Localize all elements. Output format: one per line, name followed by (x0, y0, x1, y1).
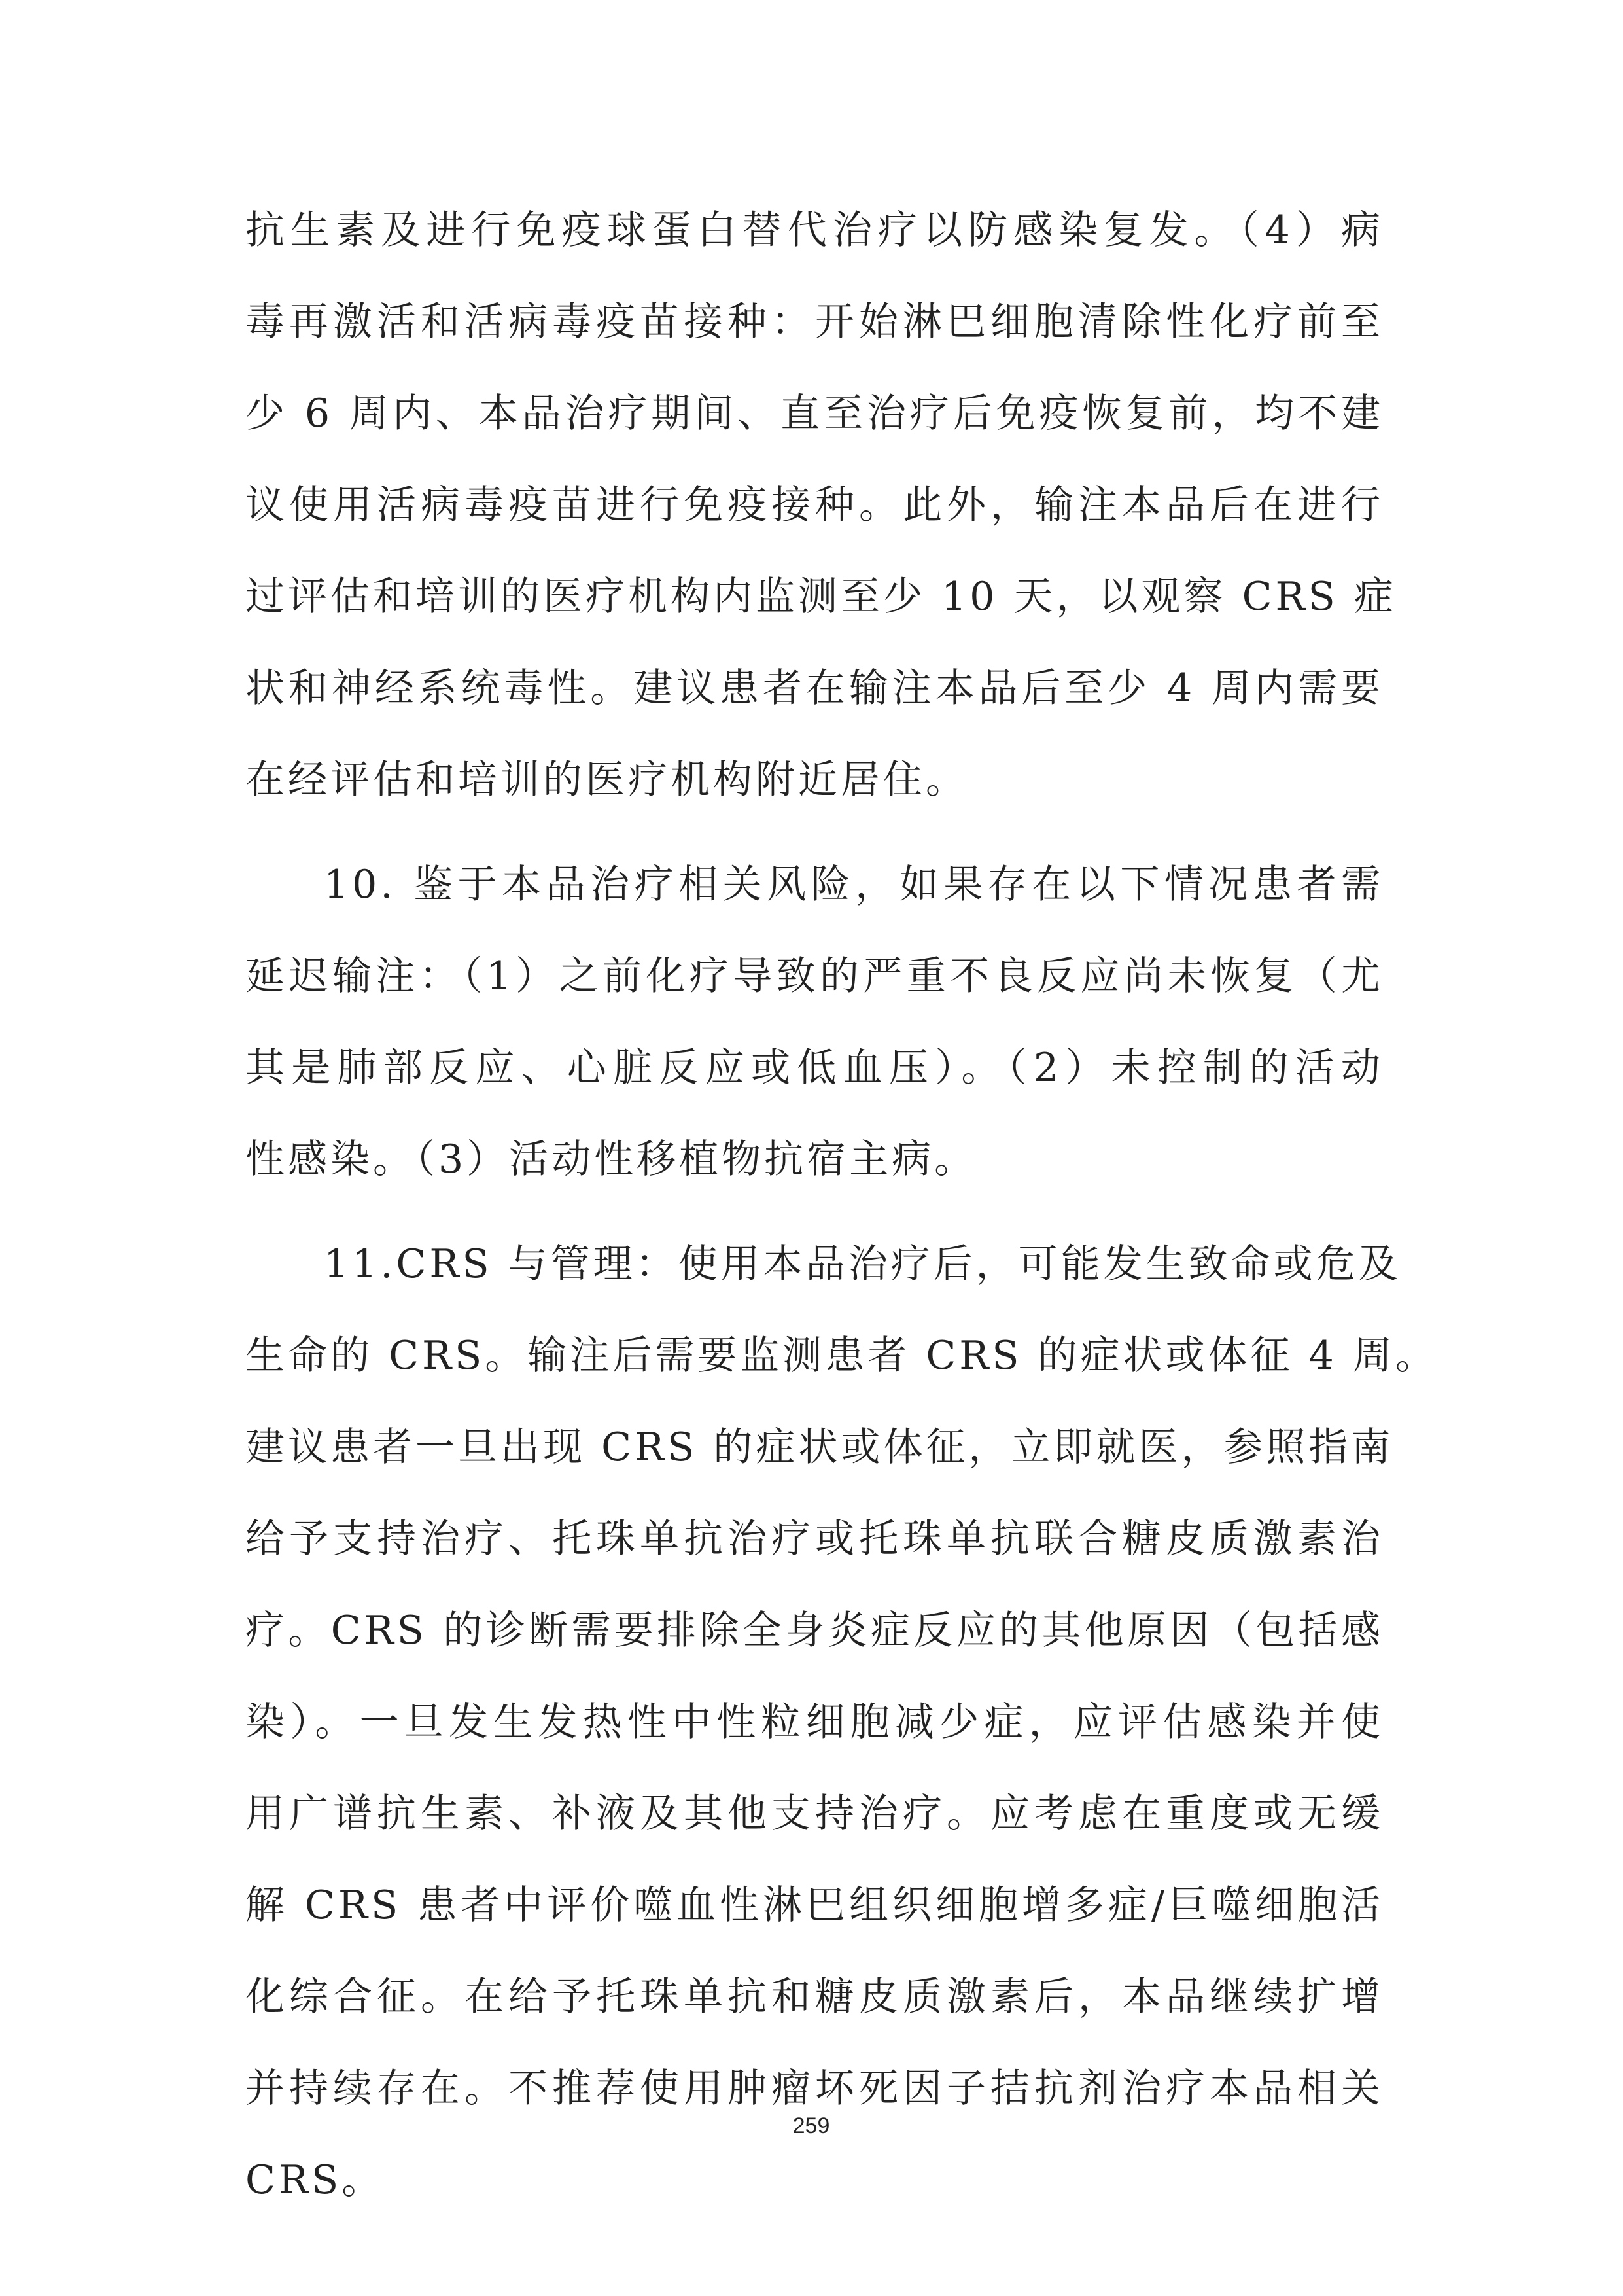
text-line: CRS。 (245, 2157, 385, 2203)
text-line: 抗生素及进行免疫球蛋白替代治疗以防感染复发。（4）病 (245, 207, 1384, 253)
text-line: 并持续存在。不推荐使用肿瘤坏死因子拮抗剂治疗本品相关 (245, 2066, 1384, 2111)
text-line: 疗。CRS 的诊断需要排除全身炎症反应的其他原因（包括感 (245, 1608, 1384, 1653)
paragraph-10-first-line: 10. 鉴于本品治疗相关风险，如果存在以下情况患者需 (324, 862, 1384, 908)
text-line: 其是肺部反应、心脏反应或低血压）。（2）未控制的活动 (245, 1045, 1384, 1091)
text-line: 状和神经系统毒性。建议患者在输注本品后至少 4 周内需要 (245, 665, 1384, 711)
text-line: 解 CRS 患者中评价噬血性淋巴组织细胞增多症/巨噬细胞活 (245, 1882, 1384, 1928)
text-line: 少 6 周内、本品治疗期间、直至治疗后免疫恢复前，均不建 (245, 391, 1384, 436)
text-line: 性感染。（3）活动性移植物抗宿主病。 (245, 1137, 977, 1182)
paragraph-11-first-line: 11.CRS 与管理：使用本品治疗后，可能发生致命或危及 (324, 1241, 1401, 1287)
text-line: 议使用活病毒疫苗进行免疫接种。此外，输注本品后在进行 (245, 482, 1384, 528)
text-line: 用广谱抗生素、补液及其他支持治疗。应考虑在重度或无缓 (245, 1791, 1384, 1837)
text-line: 过评估和培训的医疗机构内监测至少 10 天，以观察 CRS 症 (245, 574, 1397, 620)
text-line: 延迟输注：（1）之前化疗导致的严重不良反应尚未恢复（尤 (245, 953, 1384, 999)
text-line: 化综合征。在给予托珠单抗和糖皮质激素后，本品继续扩增 (245, 1974, 1384, 2020)
text-line: 毒再激活和活病毒疫苗接种：开始淋巴细胞清除性化疗前至 (245, 299, 1384, 345)
text-line: 给予支持治疗、托珠单抗治疗或托珠单抗联合糖皮质激素治 (245, 1516, 1384, 1562)
text-line: 在经评估和培训的医疗机构附近居住。 (245, 757, 968, 803)
text-line: 染）。一旦发生发热性中性粒细胞减少症，应评估感染并使 (245, 1699, 1384, 1745)
page-number: 259 (792, 2113, 830, 2138)
text-line: 建议患者一旦出现 CRS 的症状或体征，立即就医，参照指南 (245, 1424, 1394, 1470)
text-line: 生命的 CRS。输注后需要监测患者 CRS 的症状或体征 4 周。 (245, 1333, 1438, 1379)
